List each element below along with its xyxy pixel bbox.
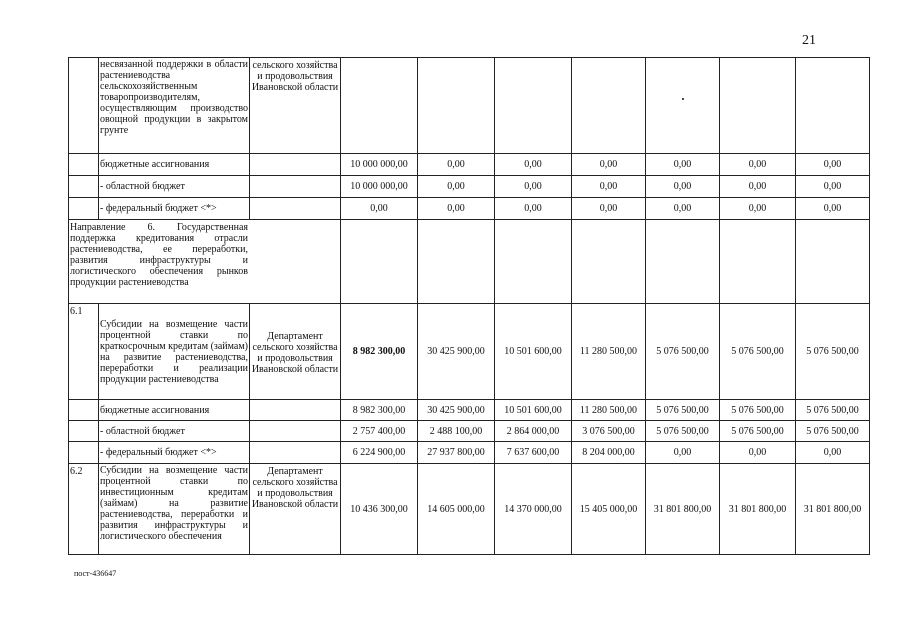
value-cell: 0,00	[572, 198, 646, 220]
empty-cell	[69, 176, 99, 198]
value-cell: 0,00	[796, 442, 870, 464]
value-cell: 27 937 800,00	[418, 442, 495, 464]
value-cell: 0,00	[418, 154, 495, 176]
value-cell: 0,00	[418, 176, 495, 198]
empty-cell	[495, 220, 572, 304]
value-cell: 0,00	[796, 198, 870, 220]
value-cell: 2 757 400,00	[341, 421, 418, 442]
value-cell: 5 076 500,00	[796, 304, 870, 400]
value-cell: 10 000 000,00	[341, 154, 418, 176]
direction-cell	[69, 220, 341, 304]
document-footer-code: пост-436647	[74, 569, 117, 578]
empty-cell	[418, 58, 495, 154]
table-row	[69, 421, 870, 442]
value-cell: 30 425 900,00	[418, 400, 495, 421]
value-cell: 30 425 900,00	[418, 304, 495, 400]
direction-heading: Направление 6. Государственная поддержка кредитования отрасли растениеводства, ее переработки, развития инфраструктуры и логистического обеспечения рынков продукции растениеводства	[70, 222, 248, 288]
row-number: 6.1	[69, 304, 99, 400]
value-cell: 15 405 000,00	[572, 464, 646, 555]
department-cell: сельского хозяйства и продовольствия Ивановской области	[250, 58, 341, 154]
value-cell: 0,00	[341, 198, 418, 220]
empty-cell	[646, 58, 720, 154]
value-cell: 31 801 800,00	[796, 464, 870, 555]
table-row	[69, 198, 870, 220]
empty-cell	[250, 400, 341, 421]
dot-mark	[682, 98, 684, 100]
empty-cell	[250, 198, 341, 220]
value-cell: 2 488 100,00	[418, 421, 495, 442]
empty-cell	[69, 421, 99, 442]
value-cell: 5 076 500,00	[720, 421, 796, 442]
value-cell: 0,00	[646, 442, 720, 464]
row-label: - областной бюджет	[99, 421, 250, 442]
row-label: - областной бюджет	[99, 176, 250, 198]
empty-cell	[720, 58, 796, 154]
empty-cell	[250, 154, 341, 176]
value-cell: 0,00	[720, 154, 796, 176]
row-label: бюджетные ассигнования	[99, 400, 250, 421]
value-cell: 5 076 500,00	[720, 304, 796, 400]
row-label: бюджетные ассигнования	[99, 154, 250, 176]
value-cell: 5 076 500,00	[646, 400, 720, 421]
department-cell: Департамент сельского хозяйства и продовольствия Ивановской области	[250, 464, 341, 555]
table-row	[69, 304, 870, 400]
empty-cell	[418, 220, 495, 304]
budget-table	[68, 57, 870, 555]
value-cell: 5 076 500,00	[720, 400, 796, 421]
empty-cell	[69, 400, 99, 421]
empty-cell	[495, 58, 572, 154]
value-cell: 0,00	[418, 198, 495, 220]
table-row	[69, 464, 870, 555]
value-cell: 14 370 000,00	[495, 464, 572, 555]
value-cell: 5 076 500,00	[796, 421, 870, 442]
empty-cell	[796, 220, 870, 304]
value-cell: 31 801 800,00	[646, 464, 720, 555]
empty-cell	[69, 154, 99, 176]
empty-cell	[796, 58, 870, 154]
value-cell: 0,00	[796, 154, 870, 176]
value-cell: 0,00	[720, 198, 796, 220]
value-cell: 0,00	[646, 198, 720, 220]
value-cell: 7 637 600,00	[495, 442, 572, 464]
value-cell: 0,00	[572, 176, 646, 198]
table-row	[69, 220, 870, 304]
value-cell: 0,00	[495, 154, 572, 176]
value-cell: 0,00	[720, 176, 796, 198]
value-cell: 14 605 000,00	[418, 464, 495, 555]
row-number: 6.2	[69, 464, 99, 555]
value-cell: 10 436 300,00	[341, 464, 418, 555]
value-cell: 10 000 000,00	[341, 176, 418, 198]
value-cell: 0,00	[646, 154, 720, 176]
value-cell: 2 864 000,00	[495, 421, 572, 442]
empty-cell	[69, 198, 99, 220]
value-cell: 0,00	[646, 176, 720, 198]
measure-description: Субсидии на возмещение части процентной ставки по краткосрочным кредитам (займам) на развитие растениеводства, переработки и реализации продукции растениеводства	[99, 304, 250, 400]
value-cell: 0,00	[572, 154, 646, 176]
measure-description: несвязанной поддержки в области растениеводства сельскохозяйственным товаропроизводителям, осуществляющим производство овощной продукции в закрытом грунте	[99, 58, 250, 154]
empty-cell	[69, 442, 99, 464]
empty-cell	[341, 58, 418, 154]
value-cell: 8 982 300,00	[341, 400, 418, 421]
value-cell: 3 076 500,00	[572, 421, 646, 442]
value-cell: 10 501 600,00	[495, 400, 572, 421]
table-row	[69, 400, 870, 421]
value-cell: 0,00	[495, 198, 572, 220]
table-row	[69, 442, 870, 464]
value-cell: 10 501 600,00	[495, 304, 572, 400]
table-row	[69, 176, 870, 198]
value-cell: 8 204 000,00	[572, 442, 646, 464]
value-cell: 31 801 800,00	[720, 464, 796, 555]
row-label: - федеральный бюджет <*>	[99, 442, 250, 464]
empty-cell	[720, 220, 796, 304]
value-cell: 0,00	[495, 176, 572, 198]
empty-cell	[341, 220, 418, 304]
table-row	[69, 154, 870, 176]
department-cell: Департамент сельского хозяйства и продовольствия Ивановской области	[250, 304, 341, 400]
page-number: 21	[802, 33, 816, 48]
empty-cell	[250, 176, 341, 198]
value-cell: 11 280 500,00	[572, 400, 646, 421]
value-cell: 8 982 300,00	[341, 304, 418, 400]
row-label: - федеральный бюджет <*>	[99, 198, 250, 220]
value-cell: 6 224 900,00	[341, 442, 418, 464]
value-cell: 5 076 500,00	[646, 304, 720, 400]
empty-cell	[572, 58, 646, 154]
empty-cell	[250, 421, 341, 442]
measure-description: Субсидии на возмещение части процентной ставки по инвестиционным кредитам (займам) на развитие растениеводства, переработки и развития инфраструктуры и логистического обеспечения	[99, 464, 250, 555]
value-cell: 0,00	[720, 442, 796, 464]
table-row	[69, 58, 870, 154]
value-cell: 5 076 500,00	[796, 400, 870, 421]
value-cell: 0,00	[796, 176, 870, 198]
empty-cell	[646, 220, 720, 304]
empty-cell	[250, 442, 341, 464]
empty-cell	[572, 220, 646, 304]
value-cell: 11 280 500,00	[572, 304, 646, 400]
row-number-cell	[69, 58, 99, 154]
value-cell: 5 076 500,00	[646, 421, 720, 442]
